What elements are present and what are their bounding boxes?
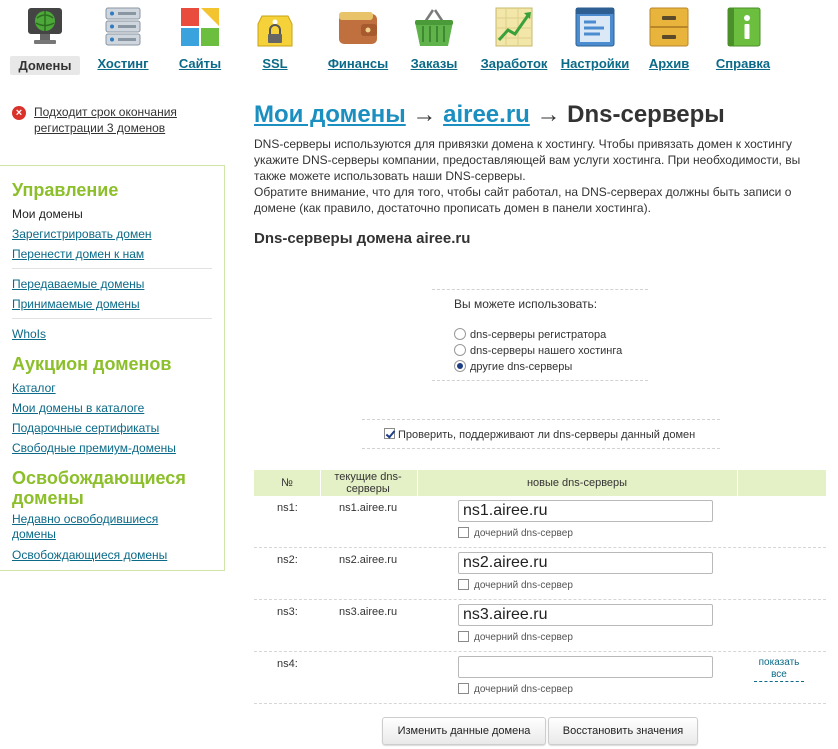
ns-label: ns2: (277, 554, 298, 566)
radio-button[interactable] (454, 328, 466, 340)
radio-label: dns-серверы нашего хостинга (470, 345, 623, 357)
sidebar-item-free-premium-domains[interactable]: Свободные премиум-домены (12, 441, 176, 455)
sidebar-item-my-domains[interactable]: Мои домены (12, 207, 83, 221)
sidebar-freeing-heading: Освобождающиеся домены (12, 468, 186, 508)
sidebar-item-transfer-domain[interactable]: Перенести домен к нам (12, 247, 145, 261)
sidebar-item-gift-certificates[interactable]: Подарочные сертификаты (12, 421, 160, 435)
new-dns-input-ns2[interactable] (458, 552, 713, 574)
sidebar-item-register-domain[interactable]: Зарегистрировать домен (12, 227, 152, 241)
table-header (254, 470, 826, 496)
child-dns-label: дочерний dns-сервер (474, 580, 573, 591)
ns-label: ns1: (277, 502, 298, 514)
sidebar-item-incoming-domains[interactable]: Принимаемые домены (12, 297, 140, 311)
radio-registrar-dns[interactable] (454, 328, 606, 341)
nav-hosting[interactable] (95, 0, 151, 71)
nav-label: Сайты (178, 56, 222, 71)
breadcrumb-current: Dns-серверы (567, 101, 725, 128)
new-dns-input-ns4[interactable] (458, 656, 713, 678)
intro-text (254, 136, 830, 216)
server-icon (100, 4, 146, 50)
ns-label: ns3: (277, 606, 298, 618)
lock-tag-icon (252, 4, 298, 50)
child-dns-checkbox[interactable] (458, 631, 469, 642)
column-header-current: текущие dns-серверы (334, 471, 402, 495)
child-dns-label: дочерний dns-сервер (474, 684, 573, 695)
nav-sites[interactable] (172, 0, 228, 71)
sidebar-management-heading: Управление (12, 180, 119, 200)
new-dns-input-ns1[interactable] (458, 500, 713, 522)
radio-button[interactable] (454, 344, 466, 356)
divider (12, 318, 212, 319)
settings-window-icon (572, 4, 618, 50)
column-header-new: новые dns-серверы (526, 477, 628, 489)
sidebar-item-whois[interactable]: WhoIs (12, 327, 47, 341)
nav-label: Настройки (560, 56, 630, 71)
nav-label: Архив (648, 56, 690, 71)
nav-settings[interactable] (559, 0, 631, 71)
table-row (254, 652, 826, 704)
nav-label: Заказы (410, 56, 458, 71)
expiry-alert (12, 104, 227, 136)
wallet-icon (335, 4, 381, 50)
child-dns-checkbox[interactable] (458, 579, 469, 590)
check-support-row (362, 419, 720, 449)
nav-label: Хостинг (97, 56, 149, 71)
nav-domains[interactable] (10, 0, 80, 75)
radio-button-selected[interactable] (454, 360, 466, 372)
save-domain-button[interactable]: Изменить данные домена (382, 717, 546, 745)
restore-values-button[interactable]: Восстановить значения (548, 717, 698, 745)
sidebar-item-freeing-domains[interactable]: Освобождающиеся домены (12, 548, 168, 562)
current-dns: ns1.airee.ru (339, 502, 398, 514)
table-row (254, 548, 826, 600)
monitor-globe-icon (22, 4, 68, 50)
table-row (254, 600, 826, 652)
breadcrumb-domain[interactable]: airee.ru (443, 101, 530, 128)
nav-ssl[interactable] (250, 0, 300, 71)
section-title: Dns-серверы домена airee.ru (254, 230, 471, 247)
sidebar (0, 165, 225, 571)
main-content (254, 100, 830, 247)
nav-help[interactable] (712, 0, 774, 71)
nav-archive[interactable] (641, 0, 697, 71)
current-dns: ns3.airee.ru (339, 606, 398, 618)
divider (12, 268, 212, 269)
divider (737, 470, 738, 496)
sidebar-item-catalog[interactable]: Каталог (12, 381, 56, 395)
nav-label: Домены (10, 56, 80, 75)
ns-label: ns4: (277, 658, 298, 670)
sidebar-item-recently-freed[interactable]: Недавно освободившиеся домены (12, 512, 159, 541)
child-dns-checkbox[interactable] (458, 527, 469, 538)
sidebar-item-outgoing-domains[interactable]: Передаваемые домены (12, 277, 145, 291)
sidebar-auction-heading: Аукцион доменов (12, 354, 172, 374)
show-all-link[interactable]: показать все (754, 657, 804, 682)
nav-label: Финансы (327, 56, 389, 71)
choice-label: Вы можете использовать: (454, 297, 598, 311)
breadcrumb-my-domains[interactable]: Мои домены (254, 101, 406, 128)
sidebar-item-my-domains-in-catalog[interactable]: Мои домены в каталоге (12, 401, 145, 415)
intro-paragraph: DNS-серверы используются для привязки домена к хостингу. Чтобы привязать домен к хостингу укажите DNS-серверы компании, предоставляющей вам услуги хостинга. При необходимости, вы также можете использовать наши DNS-серверы. (254, 137, 801, 183)
nav-label: Справка (715, 56, 771, 71)
intro-paragraph: Обратите внимание, что для того, чтобы сайт работал, на DNS-серверах должны быть записи о домене (как правило, достаточно прописать домен в панели хостинга). (254, 185, 792, 215)
column-header-number: № (281, 477, 293, 489)
current-dns: ns2.airee.ru (339, 554, 398, 566)
child-dns-label: дочерний dns-сервер (474, 528, 573, 539)
archive-box-icon (646, 4, 692, 50)
breadcrumb-arrow: → (405, 101, 444, 128)
radio-label: другие dns-серверы (470, 361, 573, 373)
check-support-label: Проверить, поддерживают ли dns-серверы данный домен (398, 429, 696, 441)
nav-label: SSL (262, 56, 288, 71)
info-book-icon (720, 4, 766, 50)
growth-chart-icon (491, 4, 537, 50)
radio-hosting-dns[interactable] (454, 344, 622, 357)
dns-source-choice (432, 289, 648, 381)
breadcrumb-arrow: → (529, 101, 568, 128)
page-title (254, 100, 830, 130)
top-navigation (0, 0, 838, 80)
table-row (254, 496, 826, 548)
divider (320, 470, 321, 496)
radio-other-dns[interactable] (454, 360, 572, 373)
child-dns-label: дочерний dns-сервер (474, 632, 573, 643)
nav-finances[interactable] (325, 0, 391, 71)
check-support-checkbox[interactable] (384, 428, 395, 439)
nav-orders[interactable] (406, 0, 462, 71)
colored-squares-icon (177, 4, 223, 50)
error-icon: × (12, 106, 26, 120)
expiry-alert-link[interactable]: Подходит срок окончания регистрации 3 доменов (34, 105, 177, 135)
basket-icon (411, 4, 457, 50)
radio-label: dns-серверы регистратора (470, 329, 607, 341)
new-dns-input-ns3[interactable] (458, 604, 713, 626)
dns-table (254, 470, 826, 704)
nav-label: Заработок (480, 56, 548, 71)
child-dns-checkbox[interactable] (458, 683, 469, 694)
nav-earnings[interactable] (478, 0, 550, 71)
